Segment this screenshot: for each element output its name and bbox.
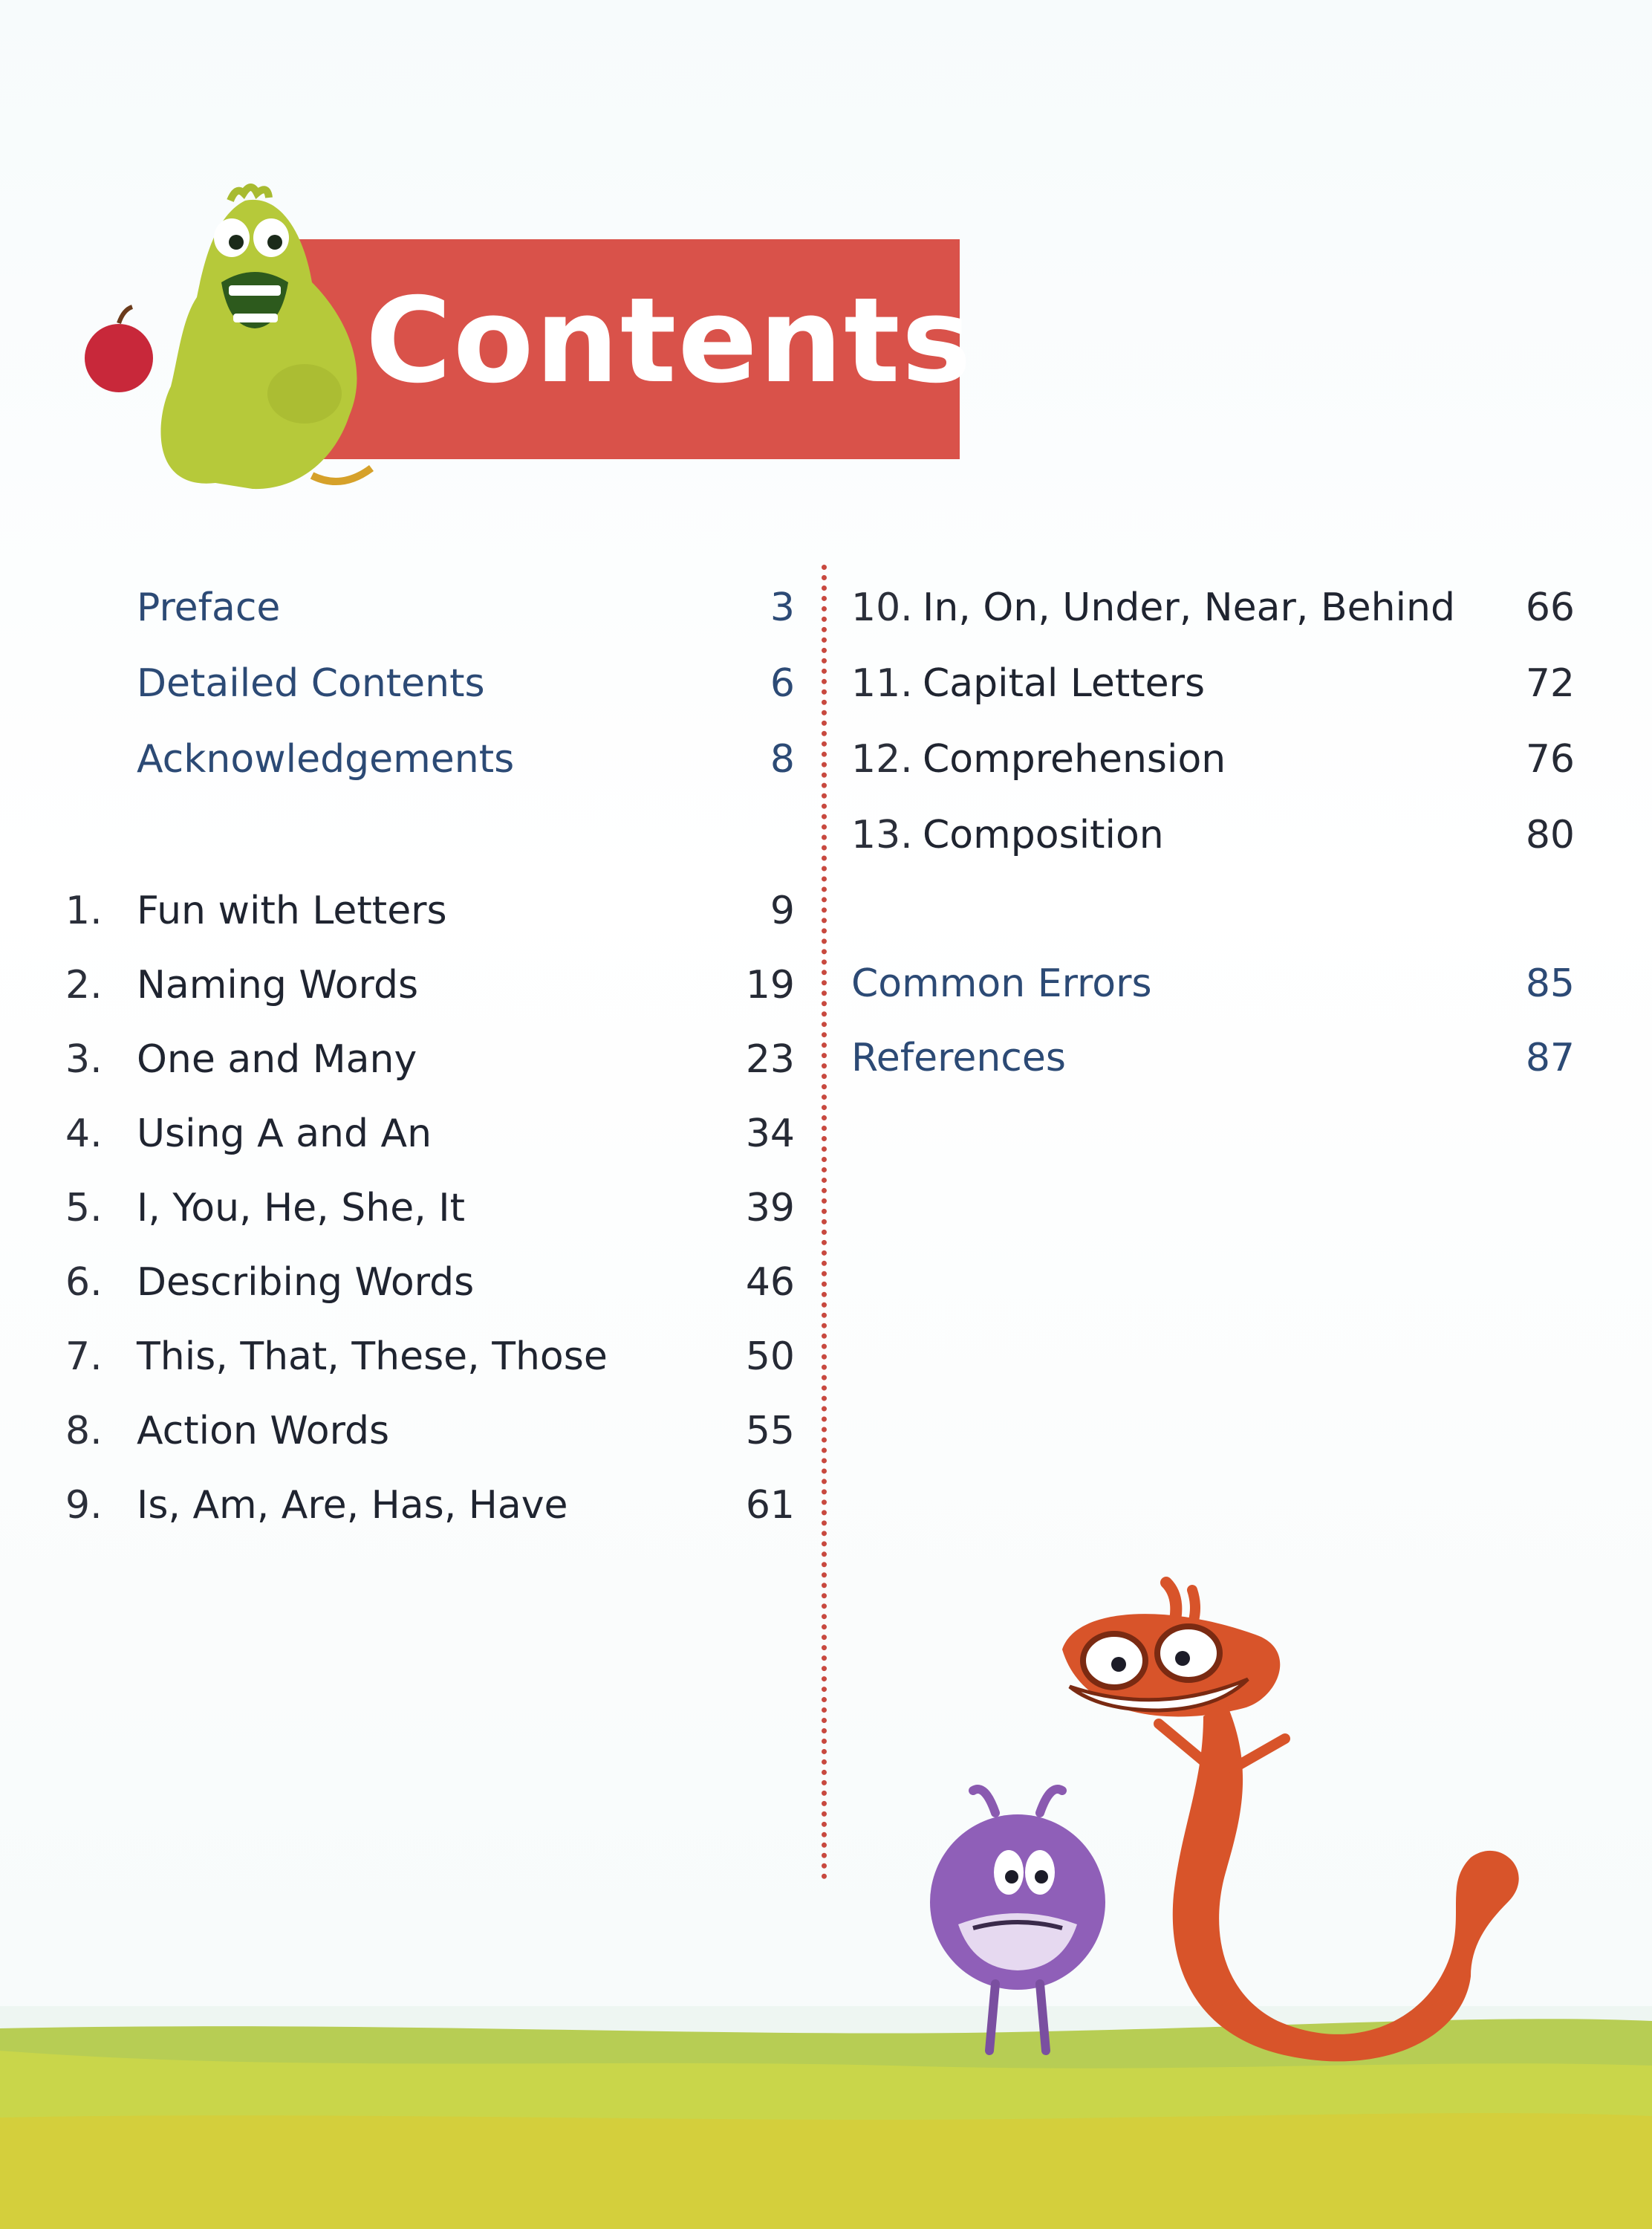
- toc-label: Composition: [923, 813, 1164, 857]
- toc-label: Using A and An: [137, 1112, 432, 1156]
- apple-icon: [85, 324, 153, 392]
- toc-page-number: 23: [745, 1037, 795, 1082]
- toc-label: Common Errors: [851, 961, 1152, 1006]
- toc-label: References: [851, 1036, 1066, 1080]
- toc-label: I, You, He, She, It: [137, 1186, 465, 1230]
- toc-label: Acknowledgements: [137, 737, 515, 782]
- toc-page-number: 19: [745, 963, 795, 1008]
- toc-entry-chapter-1[interactable]: [65, 889, 447, 933]
- toc-entry-chapter-3[interactable]: [65, 1037, 417, 1082]
- orange-lizard-monster-illustration: [1055, 1575, 1545, 2080]
- toc-label: Fun with Letters: [137, 889, 447, 933]
- toc-entry-chapter-10[interactable]: [851, 585, 1455, 630]
- chapter-number: 10.: [851, 585, 913, 630]
- toc-page-number: 66: [1525, 585, 1575, 630]
- toc-page-number: 8: [770, 737, 795, 782]
- toc-label: Is, Am, Are, Has, Have: [137, 1483, 568, 1528]
- toc-entry-chapter-2[interactable]: [65, 963, 418, 1008]
- toc-entry-chapter-7[interactable]: [65, 1334, 608, 1379]
- toc-page-number: 55: [745, 1409, 795, 1453]
- chapter-number: 3.: [65, 1037, 103, 1082]
- column-divider: [822, 565, 827, 1880]
- chapter-number: 9.: [65, 1483, 103, 1528]
- toc-entry-chapter-12[interactable]: [851, 737, 1226, 782]
- toc-page-number: 61: [745, 1483, 795, 1528]
- toc-label: This, That, These, Those: [137, 1334, 608, 1379]
- chapter-number: 5.: [65, 1186, 103, 1230]
- toc-page-number: 50: [745, 1334, 795, 1379]
- toc-entry-chapter-11[interactable]: [851, 661, 1205, 706]
- toc-page-number: 39: [745, 1186, 795, 1230]
- toc-page-number: 72: [1525, 661, 1575, 706]
- toc-entry-acknowledgements[interactable]: [137, 737, 514, 782]
- chapter-number: 13.: [851, 813, 913, 857]
- toc-entry-preface[interactable]: [137, 585, 280, 630]
- toc-entry-chapter-13[interactable]: [851, 813, 1164, 857]
- chapter-number: 11.: [851, 661, 913, 706]
- toc-label: Preface: [137, 585, 281, 630]
- toc-page-number: 80: [1525, 813, 1575, 857]
- toc-page-number: 3: [770, 585, 795, 630]
- toc-entry-detailed-contents[interactable]: [137, 661, 485, 706]
- toc-page-number: 46: [745, 1260, 795, 1305]
- toc-page-number: 85: [1525, 961, 1575, 1006]
- chapter-number: 8.: [65, 1409, 103, 1453]
- toc-entry-chapter-5[interactable]: [65, 1186, 465, 1230]
- toc-entry-chapter-8[interactable]: [65, 1409, 389, 1453]
- toc-page-number: 87: [1525, 1036, 1575, 1080]
- toc-label: Describing Words: [137, 1260, 475, 1305]
- toc-label: Action Words: [137, 1409, 390, 1453]
- page-title: Contents: [365, 273, 973, 409]
- toc-label: Comprehension: [923, 737, 1226, 782]
- chapter-number: 12.: [851, 737, 913, 782]
- toc-page-number: 76: [1525, 737, 1575, 782]
- chapter-number: 4.: [65, 1112, 103, 1156]
- toc-page-number: 34: [745, 1112, 795, 1156]
- toc-label: One and Many: [137, 1037, 417, 1082]
- green-monster-illustration: [59, 171, 386, 513]
- toc-label: Naming Words: [137, 963, 419, 1008]
- toc-page-number: 6: [770, 661, 795, 706]
- toc-label: In, On, Under, Near, Behind: [923, 585, 1455, 630]
- toc-entry-chapter-4[interactable]: [65, 1112, 432, 1156]
- chapter-number: 7.: [65, 1334, 103, 1379]
- chapter-number: 2.: [65, 963, 103, 1008]
- toc-page-number: 9: [770, 889, 795, 933]
- toc-label: Capital Letters: [923, 661, 1206, 706]
- toc-entry-chapter-9[interactable]: [65, 1483, 568, 1528]
- toc-entry-chapter-6[interactable]: [65, 1260, 474, 1305]
- chapter-number: 6.: [65, 1260, 103, 1305]
- chapter-number: 1.: [65, 889, 103, 933]
- toc-entry-common-errors[interactable]: [851, 961, 1152, 1006]
- toc-entry-references[interactable]: [851, 1036, 1066, 1080]
- toc-label: Detailed Contents: [137, 661, 485, 706]
